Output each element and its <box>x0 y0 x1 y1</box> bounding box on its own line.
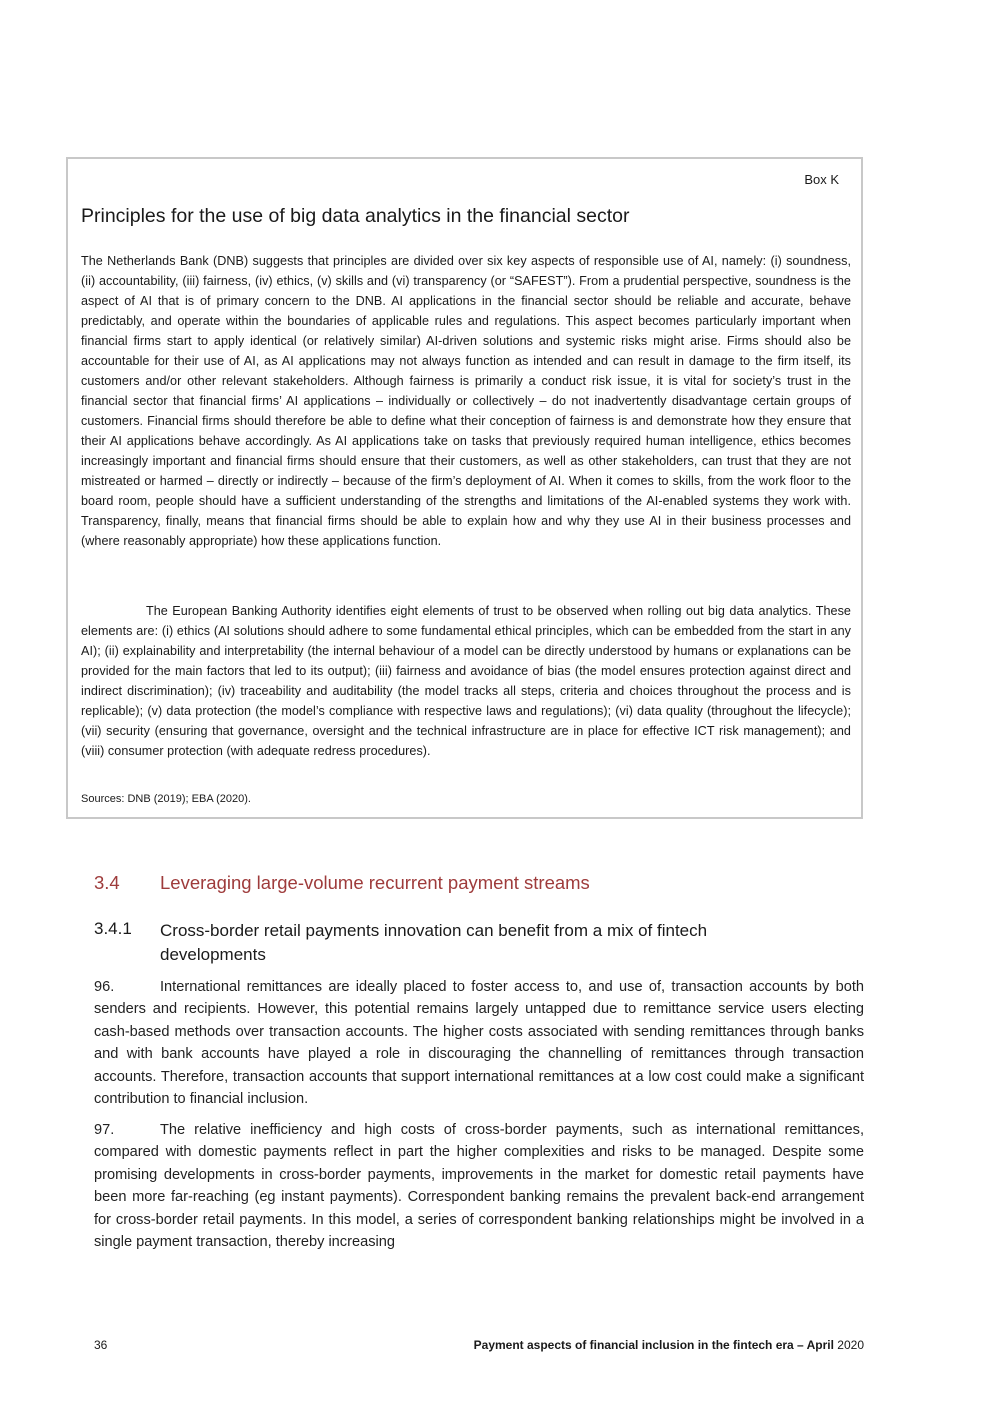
box-label: Box K <box>804 172 839 187</box>
paragraph-number: 96. <box>94 979 115 995</box>
page-number: 36 <box>94 1338 108 1352</box>
section-title: Leveraging large-volume recurrent payment streams <box>160 872 590 893</box>
box-title: Principles for the use of big data analytics in the financial sector <box>81 205 630 227</box>
footer-title <box>474 1338 864 1352</box>
box-sources: Sources: DNB (2019); EBA (2020). <box>81 793 251 805</box>
footer-title-text: Payment aspects of financial inclusion in the fintech era – April <box>473 1338 834 1352</box>
box-paragraph-1: The Netherlands Bank (DNB) suggests that principles are divided over six key aspects of responsible use of AI, namely: (i) soundness, (ii) accountability, (iii) fairness, (iv) ethics, (v) skills and (vi) transparency (or “SAFEST”). From a prudential perspective, soundness is the aspect of AI that is of primary concern to the DNB. AI applications in the financial sector should be reliable and accurate, behave predictably, and operate within the boundaries of applicable rules and regulations. This aspect becomes particularly important when financial firms start to apply identical (or relatively similar) AI-driven solutions and systemic risks might arise. Firms should also be accountable for their use of AI, as AI applications may not always function as intended and can result in damage to the firm itself, its customers and/or other relevant stakeholders. Although fairness is primarily a conduct risk issue, it is vital for society’s trust in the financial sector that financial firms’ AI applications – individually or collectively – do not inadvertently disadvantage certain groups of customers. Financial firms should therefore be able to define what their conception of fairness is and demonstrate how they ensure that their AI applications behave accordingly. As AI applications take on tasks that previously required human intelligence, ethics becomes increasingly important and financial firms should ensure that their customers, as well as other stakeholders, can trust that they are not mistreated or harmed – directly or indirectly – because of the firm’s deployment of AI. When it comes to skills, from the work floor to the board room, people should have a sufficient understanding of the strengths and limitations of the AI-enabled systems they work with. Transparency, finally, means that financial firms should be able to explain how and why they use AI in their business processes and (where reasonably appropriate) how these applications function. <box>81 254 851 548</box>
subsection-title: Cross-border retail payments innovation can benefit from a mix of fintech developments <box>160 921 708 964</box>
subsection-number: 3.4.1 <box>94 919 132 938</box>
paragraph-96 <box>94 976 864 1110</box>
section-number: 3.4 <box>94 872 120 893</box>
footer-year: 2020 <box>837 1338 864 1352</box>
box-k <box>66 157 863 819</box>
paragraph-number: 97. <box>94 1122 115 1138</box>
box-paragraph-2: The European Banking Authority identifies eight elements of trust to be observed when rolling out big data analytics. These elements are: (i) ethics (AI solutions should adhere to some fundamental ethical principles, which can be embedded from the start in any AI); (ii) explainability and interpretability (the internal behaviour of a model can be directly understood by humans or explanations can be provided for the main factors that led to its output); (iii) fairness and avoidance of bias (the model ensures protection against direct and indirect discrimination); (iv) traceability and auditability (the model tracks all steps, criteria and choices throughout the process and is replicable); (v) data protection (the model’s compliance with respective laws and regulations); (vi) data quality (throughout the lifecycle); (vii) security (ensuring that governance, oversight and the technical infrastructure are in place for effective ICT risk management); and (viii) consumer protection (with adequate redress procedures). <box>81 604 851 758</box>
paragraph-text: International remittances are ideally placed to foster access to, and use of, transaction accounts by both senders and recipients. However, this potential remains largely untapped due to remittance service users electing cash-based methods over transaction accounts. The higher costs associated with sending remittances through banks and with bank accounts have played a role in discouraging the channelling of remittances through transaction accounts. Therefore, transaction accounts that support international remittances at a low cost could make a significant contribution to financial inclusion. <box>94 979 864 1108</box>
paragraph-97 <box>94 1119 864 1253</box>
paragraph-text: The relative inefficiency and high costs of cross-border payments, such as international remittances, compared with domestic payments reflect in part the higher complexities and risks to be managed. Despite some promising developments in cross-border payments, improvements in the market for domestic retail payments have been more far-reaching (eg instant payments). Correspondent banking remains the prevalent back-end arrangement for cross-border retail payments. In this model, a series of correspondent banking relationships might be involved in a single payment transaction, thereby increasing <box>94 1122 864 1251</box>
